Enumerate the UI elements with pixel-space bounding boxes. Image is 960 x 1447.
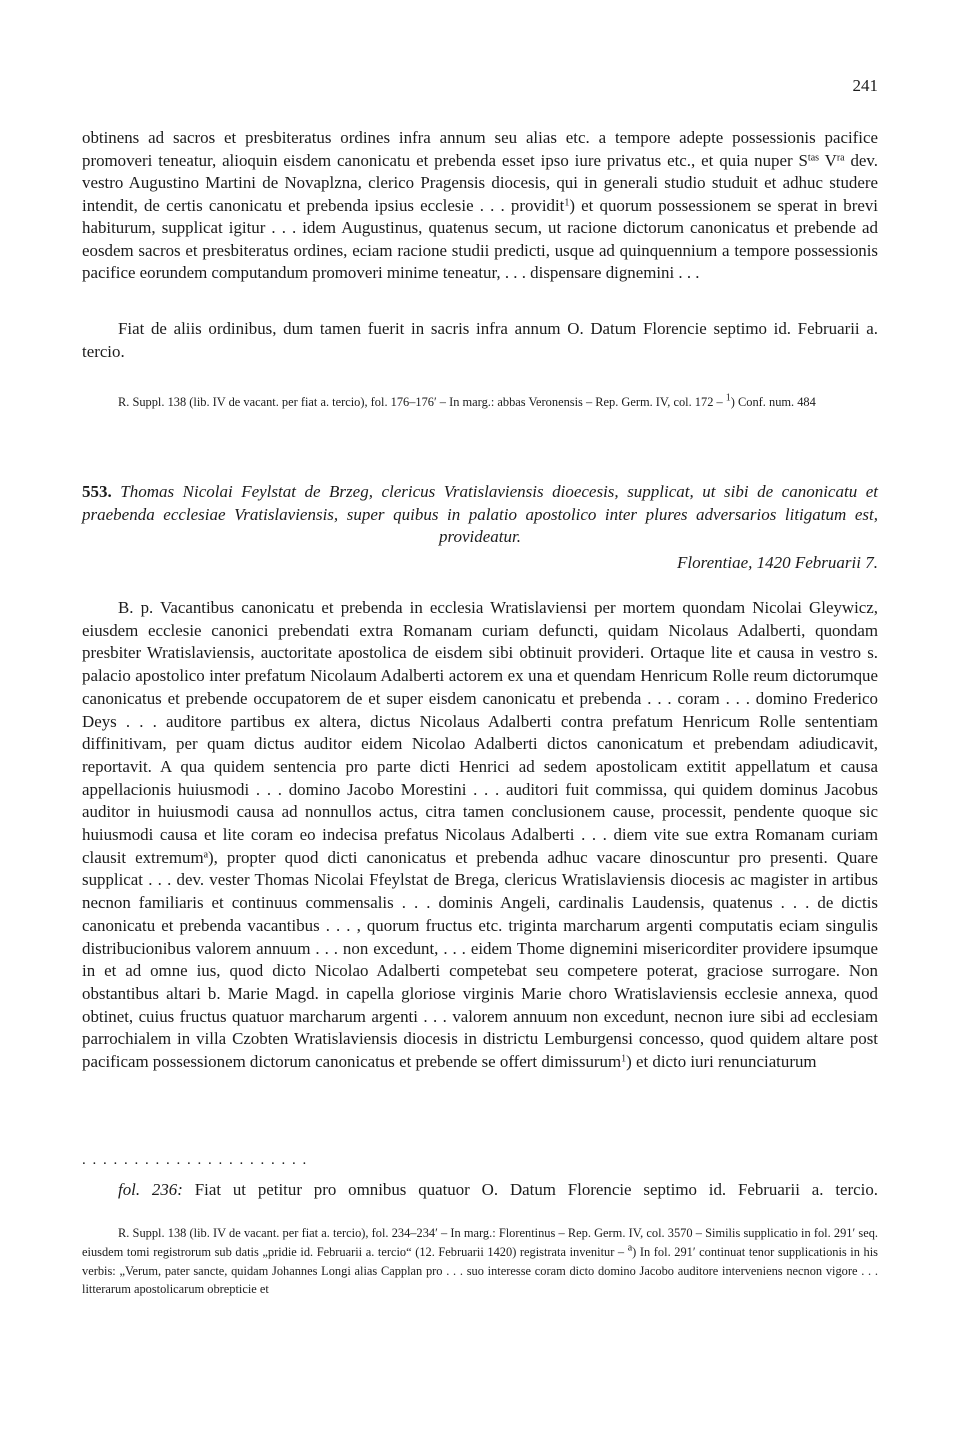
note-segment: R. Suppl. 138 (lib. IV de vacant. per fiat a. tercio), fol. 176–176′ – In marg.: abbas Veronensis – Rep. Germ. IV, col. 172 – bbox=[118, 395, 726, 409]
footnote-marker: 1 bbox=[564, 197, 570, 208]
note-segment: R. Suppl. 138 (lib. IV de vacant. per fiat a. tercio), fol. 234–234′ – In marg.: Florentinus – Rep. Germ. IV, col. 3570 – Similis supplicatio in fol. 291′ seq. eiusdem tomi registrorum sub datis „pridie id. Februarii a. tercio“ (12. Februarii 1420) registrata invenitur – bbox=[82, 1226, 878, 1259]
fiat-text: Fiat ut petitur pro omnibus quatuor O. Datum Florencie septimo id. Februarii a. tercio. bbox=[182, 1180, 878, 1199]
page-number: 241 bbox=[852, 76, 878, 95]
text-segment: ), propter quod dicti canonicatus et prebenda adhuc vacare dinoscuntur pro presenti. Quare supplicat . . . dev. vester Thomas Nicolai Ffeylstat de Brega, clericus Wratislaviensis diocesis ac magister in artibus necnon familiaris et continuus commensalis . . . dominis Angeli, cardinalis Laudensis, quatenus . . . de dictis canonicatu et prebenda vacantibus . . . , quorum fructus etc. triginta marcharum argenti computatis eciam singulis distribucionibus valorem annuum . . . non excedunt, . . . eidem Thome dignemini misericorditer providere ipsumque in et ad omne ius, quod dicto Nicolao Adalberti competebat seu competere poterat, graciose surrogare. Non obstantibus altari b. Marie Magd. in capella gloriose virginis Marie choro Wratislaviensis ecclesie annexa, quod obtinet, cuius fructus quatuor marcharum argenti . . . valorem annuum non excedunt, necnon iure sibi ad ecclesiam parrochialem in villa Czobten Wratislaviensis diocesis in districtu Lemburgensi concesso, quod quidem altare post pacificam possessionem dictorum canonicatus et prebende se offert dimissurum bbox=[82, 847, 878, 1072]
document-552-petition-text bbox=[82, 127, 878, 285]
document-553-date: Florentiae, 1420 Februarii 7. bbox=[677, 553, 878, 572]
footnote-marker: a bbox=[627, 1242, 633, 1254]
document-number: 553. bbox=[82, 482, 112, 501]
omission-dots: . . . . . . . . . . . . . . . . . . . . . . bbox=[82, 1152, 308, 1168]
document-553-fiat-line bbox=[118, 1180, 878, 1200]
text-segment: ) et dicto iuri renunciaturum bbox=[626, 1052, 817, 1072]
document-553-apparatus-note bbox=[82, 1224, 878, 1299]
note-segment: ) Conf. num. 484 bbox=[730, 395, 816, 409]
text-segment: B. p. Vacantibus canonicatu et prebenda in ecclesia Wratislaviensi per mortem quondam Nicolai Gleywicz, eiusdem ecclesie canonici prebendati extra Romanam curiam defuncti, quidam Nicolaus Adalberti, quondam presbiter Wratislaviensis, auctoritate apostolica de eisdem sibi obtinuit provideri. Ortaque lite et causa in vestro s. palacio apostolico inter prefatum Nicolaum Adalberti actorem ex una et quendam Henricum Rolle reum dictorumque canonicatus et prebende occupatorem de et super eisdem canonicatu et prebenda . . . coram . . . domino Frederico Deys . . . auditore partibus ex altera, dictus Nicolaus Adalberti contra prefatum Henricum Rolle sententiam diffinitivam, per quam dictus auditor eidem Nicolao Adalberti dictos canonicatum et prebendam adiudicavit, reportavit. A qua quidem sentencia pro parte dicti Henrici ad sedem apostolicam extitit appellatum et causa appellacionis huiusmodi . . . domino Jacobo Morestini . . . auditori fuit commissa, qui quidem dominus Jacobus auditor in huiusmodi causa ad nonnullos actus, citra tamen conclusionem cause, processit, pendente quoque sic huiusmodi causa et lite coram eo indecisa prefatus Nicolaus Adalberti . . . diem vite sue extra Romanam curiam clausit extremum bbox=[82, 598, 878, 867]
text-segment: dev. vestro Augustino Martini de Novaplzna, clerico Pragensis diocesis, qui in generali studio studuit et adhuc studere intendit, de certis canonicatu et prebenda ipsius ecclesie . . . providit bbox=[82, 150, 878, 215]
superscript: ra bbox=[836, 152, 845, 163]
footnote-marker: 1 bbox=[725, 392, 731, 404]
document-553-regest bbox=[82, 481, 878, 549]
regest-text: Thomas Nicolai Feylstat de Brzeg, clericus Vratislaviensis dioecesis, supplicat, ut sibi de canonicatu et praebenda ecclesiae Vratislaviensis, super quibus in palatio apostolico inter plures adversarios litigatum est, provideatur. bbox=[82, 482, 878, 546]
text-segment: V bbox=[819, 150, 837, 170]
text-segment: ) et quorum possessionem se sperat in brevi habiturum, supplicat igitur . . . idem Augustinus, quatenus secum, ut racione dictorum canonicatus et prebende ad eosdem sacros et presbiteratus ordines, eciam racione studii predicti, usque ad quinquennium a tempore possessionis pacifice eorundem computandum promoveri minime teneatur, . . . dispensare dignemini . . . bbox=[82, 195, 878, 282]
document-552-apparatus-note bbox=[82, 393, 878, 412]
footnote-marker: 1 bbox=[621, 1053, 627, 1065]
document-552-fiat-text: Fiat de aliis ordinibus, dum tamen fuerit in sacris infra annum O. Datum Florencie septimo id. Februarii a. tercio. bbox=[82, 319, 878, 361]
folio-label: fol. 236: bbox=[118, 1180, 183, 1199]
document-553-petition-text bbox=[82, 597, 878, 1074]
text-segment: obtinens ad sacros et presbiteratus ordines infra annum seu alias etc. a tempore adepte possessionis pacifice promoveri teneatur, alioquin eisdem canonicatu et prebenda esset ipso iure privatus etc., et quia nuper S bbox=[82, 128, 878, 170]
superscript: tas bbox=[807, 152, 820, 163]
note-segment: ) In fol. 291′ continuat tenor supplicationis in his verbis: „Verum, pater sancte, quidam Johannes Longi alias Capplan pro . . . suo interesse coram dicto domino Jacobo auditore interveniens necnon vigore . . . litterarum apostolicarum obrepticie et bbox=[82, 1244, 878, 1297]
footnote-marker: a bbox=[203, 849, 209, 861]
